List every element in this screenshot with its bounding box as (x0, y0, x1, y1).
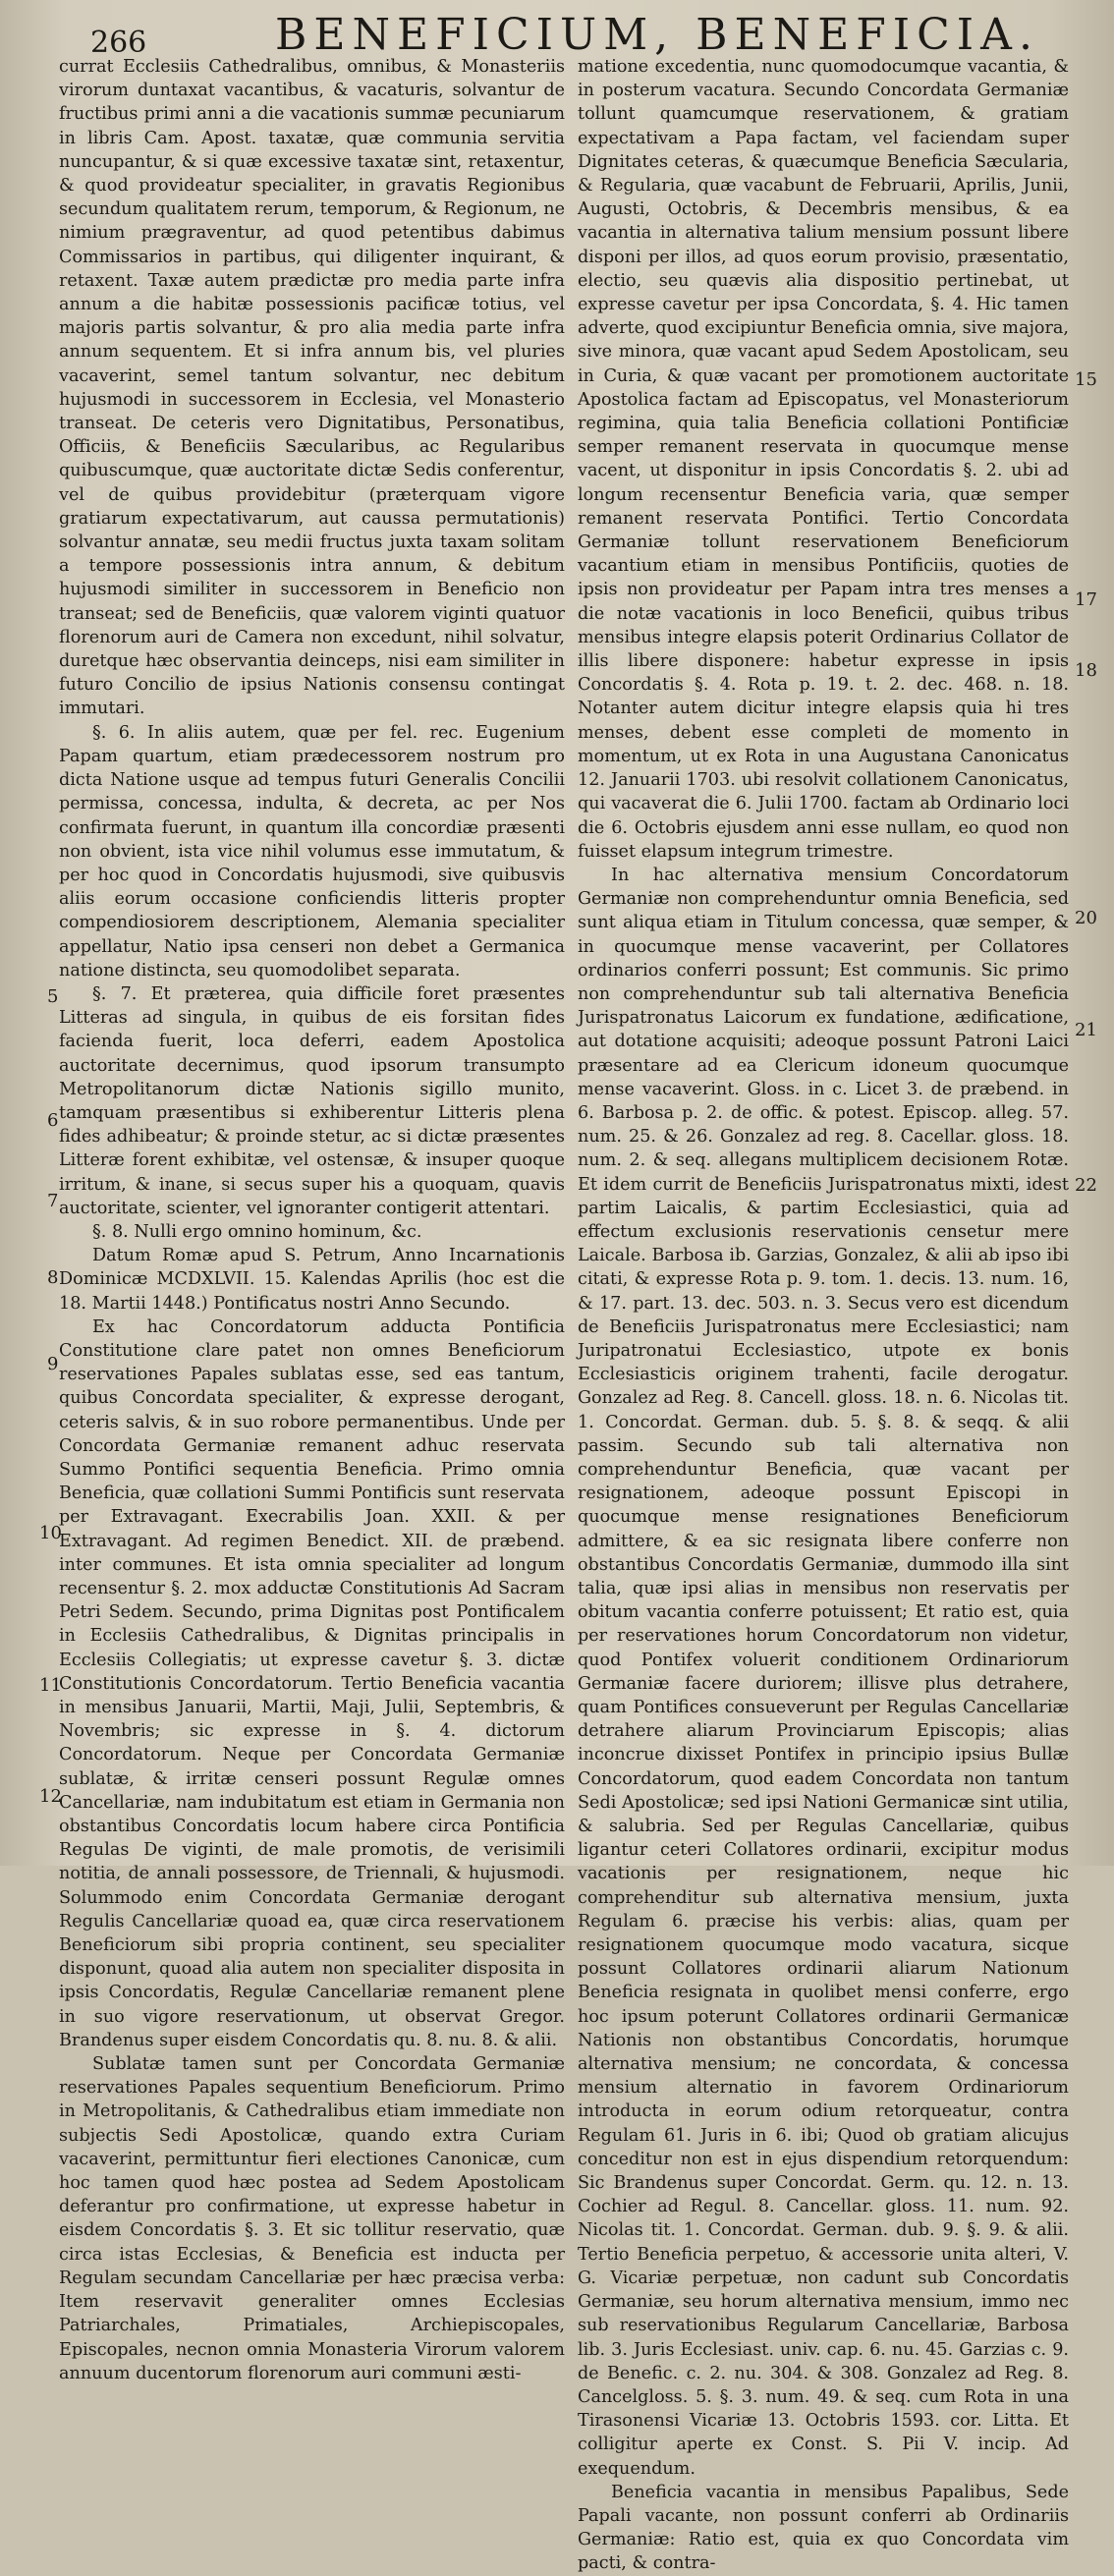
running-title: BENEFICIUM, BENEFICIA. (275, 10, 1039, 60)
margin-number: 11 (39, 1675, 62, 1696)
paragraph: currat Ecclesiis Cathedralibus, omnibus, & Monasteriis virorum duntaxat vacantibus, & vacaturis, solvantur de fructibus primi anni a die vacationis summæ pecuniarum in libris Cam. Apost. taxatæ, quæ communia servitia nuncupantur, & si quæ excessive taxatæ sint, retaxentur, & quod provideatur specialiter, in gravatis Regionibus secundum qualitatem rerum, temporum, & Regionum, ne nimium prægraventur, ad quod petentibus dabimus Commissarios in partibus, qui diligenter inquirant, & retaxent. Taxæ autem prædictæ pro media parte infra annum a die habitæ possessionis pacificæ totius, vel majoris partis solvantur, & pro alia media parte infra annum sequentem. Et si infra annum bis, vel pluries vacaverint, semel tantum solvantur, nec debitum hujusmodi in successorem in Ecclesia, vel Monasterio transeat. De ceteris vero Dignitatibus, Personatibus, Officiis, & Beneficiis Sæcularibus, ac Regularibus quibuscumque, quæ auctoritate dictæ Sedis conferentur, vel de quibus providebitur (præterquam vigore gratiarum expectativarum, aut caussa permutationis) solvantur annatæ, seu medii fructus juxta taxam solitam a tempore possessionis intra annum, & debitum hujusmodi similiter in successorem in Beneficio non transeat; sed de Beneficiis, quæ valorem viginti quatuor florenorum auri de Camera non excedunt, nihil solvatur, duretque hæc observantia deinceps, nisi eam similiter in futuro Concilio de ipsius Nationis consensu contingat immutari. (59, 57, 565, 719)
margin-number: 22 (1075, 1175, 1097, 1196)
left-column (59, 55, 565, 2383)
paragraph: §. 6. In aliis autem, quæ per fel. rec. Eugenium Papam quartum, etiam prædecessorem nostrum pro dicta Natione usque ad tempus futuri Generalis Concilii permissa, concessa, indulta, & decreta, ac per Nos confirmata fuerunt, in quantum illa concordiæ præsenti non obvient, ista vice nihil volumus esse immutatum, & per hoc quod in Concordatis hujusmodi, sive quibusvis aliis eorum occasione conficiendis litteris propter compendiosiorem descriptionem, Alemania specialiter appellatur, Natio ipsa censeri non debet a Germanica natione distincta, seu quomodolibet separata. (59, 722, 565, 980)
paragraph: In hac alternativa mensium Concordatorum Germaniæ non comprehenduntur omnia Beneficia, sed sunt aliqua etiam in Titulum concessa, quæ semper, & in quocumque mense vacaverint, per Collatores ordinarios conferri possunt; Est communis. Sic primo non comprehenduntur sub tali alternativa Beneficia Jurispatronatus Laicorum ex fundatione, ædificatione, aut dotatione acquisiti; adeoque possunt Patroni Laici præsentare ad ea Clericum idoneum quocumque mense vacaverint. Gloss. in c. Licet 3. de præbend. in 6. Barbosa p. 2. de offic. & potest. Episcop. alleg. 57. num. 25. & 26. Gonzalez ad reg. 8. Cacellar. gloss. 18. num. 2. & seq. allegans multiplicem decisionem Rotæ. Et idem currit de Beneficiis Jurispatronatus mixti, idest partim Laicalis, & partim Ecclesiastici, quia ad effectum exclusionis reservationis censetur mere Laicale. Barbosa ib. Garzias, Gonzalez, & alii ab ipso ibi citati, & expresse Rota p. 9. tom. 1. decis. 13. num. 16, & 17. part. 13. dec. 503. n. 3. Secus vero est dicendum de Beneficiis Jurispatronatus mere Ecclesiastici; nam Juripatronatui Ecclesiastico, utpote ex bonis Ecclesiasticis originem trahenti, facile derogatur. Gonzalez ad Reg. 8. Cancell. gloss. 18. n. 6. Nicolas tit. 1. Concordat. German. dub. 5. §. 8. & seqq. & alii passim. Secundo sub tali alternativa non comprehenduntur Beneficia, quæ vacant per resignationem, adeoque possunt Episcopi in quocumque mense resignationes Beneficiorum admittere, & ea sic resignata libere conferre non obstantibus Concordatis Germaniæ, dummodo illa sint talia, quæ ipsi alias in mensibus non reservatis per obitum vacantia conferre potuissent; Et ratio est, quia per reservationes horum Concordatorum non videtur, quod Pontifex voluerit conditionem Ordinariorum Germaniæ facere duriorem; illisve plus detrahere, quam Pontifices consueverunt per Regulas Cancellariæ detrahere aliarum Provinciarum Episcopis; alias inconcrue dixisset Pontifex in principio ipsius Bullæ Concordatorum, quod eadem Concordata non tantum Sedi Apostolicæ; sed ipsi Nationi Germanicæ sint utilia, & salubria. Sed per Regulas Cancellariæ, quibus ligantur ceteri Collatores ordinarii, excipitur modus vacationis per resignationem, neque hic comprehenditur sub alternativa mensium, juxta Regulam 6. præcise his verbis: alias, quam per resignationem quocumque modo vacatura, sicque possunt Collatores ordinarii aliarum Nationum Beneficia resignata in quolibet mensi conferre, ergo hoc ipsum poterunt Collatores ordinarii Germanicæ Nationis non obstantibus Concordatis, horumque alternativa mensium; ne concordata, & concessa mensium alternatio in favorem Ordinariorum introducta in eorum odium retorqueatur, contra Regulam 61. Juris in 6. ibi; Quod ob gratiam alicujus conceditur non est in ejus dispendium retorquendum: Sic Brandenus super Concordat. Germ. qu. 12. n. 13. Cochier ad Regul. 8. Cancellar. gloss. 11. num. 92. Nicolas tit. 1. Concordat. German. dub. 9. §. 9. & alii. Tertio Beneficia perpetuo, & accessorie unita alteri, V. G. Vicariæ perpetuæ, non cadunt sub Concordatis Germaniæ, seu horum alternativa mensium, immo nec sub reservationibus Regularum Cancellariæ, Barbosa lib. 3. Juris Ecclesiast. univ. cap. 6. nu. 45. Garzias c. 9. de Benefic. c. 2. nu. 304. & 308. Gonzalez ad Reg. 8. Cancelgloss. 5. §. 3. num. 49. & seq. cum Rota in una Tirasonensi Vicariæ 13. Octobris 1593. cor. Litta. Et colligitur aperte ex Const. S. Pii V. incip. Ad exequendum. (578, 865, 1069, 2479)
margin-number: 15 (1075, 369, 1097, 390)
margin-number: 9 (47, 1354, 59, 1374)
right-column (578, 55, 1069, 2574)
margin-number: 21 (1075, 1020, 1097, 1040)
margin-number: 20 (1075, 908, 1097, 928)
paragraph: §. 7. Et præterea, quia difficile foret præsentes Litteras ad singula, in quibus de eis forsitan fides facienda fuerit, loca deferri, eadem Apostolica auctoritate decernimus, quod ipsorum transumpto Metropolitanorum dictæ Nationis sigillo munito, tamquam præsentibus si exhiberentur Litteris plena fides adhibeatur; & proinde stetur, ac si dictæ præsentes Litteræ forent exhibitæ, vel ostensæ, & insuper quoque irritum, & inane, si secus super his a quoquam, quavis auctoritate, scienter, vel ignoranter contigerit attentari. (59, 983, 565, 1218)
margin-number: 10 (39, 1523, 62, 1543)
margin-number: 6 (47, 1110, 59, 1131)
paragraph: Datum Romæ apud S. Petrum, Anno Incarnationis Dominicæ MCDXLVII. 15. Kalendas Aprilis (hoc est die 18. Martii 1448.) Pontificatus nostri Anno Secundo. (59, 1246, 565, 1314)
paragraph: Beneficia vacantia in mensibus Papalibus, Sede Papali vacante, non possunt conferri ab Ordinariis Germaniæ: Ratio est, quia ex quo Concordata vim pacti, & contra- (578, 2482, 1069, 2574)
paragraph: matione excedentia, nunc quomodocumque vacantia, & in posterum vacatura. Secundo Concordata Germaniæ tollunt quamcumque reservationem, & gratiam expectativam a Papa factam, vel faciendam super Dignitates ceteras, & quæcumque Beneficia Sæcularia, & Regularia, quæ vacabunt de Februarii, Aprilis, Junii, Augusti, Octobris, & Decembris mensibus, & ea vacantia in alternativa talium mensium possunt libere disponi per illos, ad quos eorum provisio, præsentatio, electio, seu quævis alia dispositio pertinebat, ut expresse cavetur per ipsa Concordata, §. 4. Hic tamen adverte, quod excipiuntur Beneficia omnia, sive majora, sive minora, quæ vacant apud Sedem Apostolicam, seu in Curia, & quæ vacant per promotionem auctoritate Apostolica factam ad Episcopatus, vel Monasteriorum regimina, quia talia Beneficia collationi Pontificiæ semper remanent reservata in quocumque mense vacent, ut disponitur in ipsis Concordatis §. 2. ubi ad longum recensentur Beneficia varia, quæ semper remanent reservata Pontifici. Tertio Concordata Germaniæ tollunt reservationem Beneficiorum vacantium etiam in mensibus Pontificiis, quoties de ipsis non provideatur per Papam intra tres menses a die notæ vacationis in loco Beneficii, quibus tribus mensibus integre elapsis poterit Ordinarius Collator de illis libere disponere: habetur expresse in ipsis Concordatis §. 4. Rota p. 19. t. 2. dec. 468. n. 18. Notanter autem dicitur integre elapsis quia hi tres menses, debent esse completi de momento in momentum, ut ex Rota in una Augustana Canonicatus 12. Januarii 1703. ubi resolvit collationem Canonicatus, qui vacaverat die 6. Julii 1700. factam ab Ordinario loci die 6. Octobris ejusdem anni esse nullam, eo quod non fuisset elapsum integrum trimestre. (578, 57, 1069, 862)
paragraph: §. 8. Nulli ergo omnino hominum, &c. (92, 1221, 422, 1242)
paragraph: Ex hac Concordatorum adducta Pontificia Constitutione clare patet non omnes Beneficiorum reservationes Papales sublatas esse, sed eas tantum, quibus Concordata specialiter, & expresse derogant, ceteris salvis, & in suo robore permanentibus. Unde per Concordata Germaniæ remanent adhuc reservata Summo Pontifici sequentia Beneficia. Primo omnia Beneficia, quæ collationi Summi Pontificis sunt reservata per Extravagant. Execrabilis Joan. XXII. & per Extravagant. Ad regimen Benedict. XII. de præbend. inter communes. Et ista omnia specialiter ad longum recensentur §. 2. mox adductæ Constitutionis Ad Sacram Petri Sedem. Secundo, prima Dignitas post Pontificalem in Ecclesiis Cathedralibus, & Dignitas principalis in Ecclesiis Collegiatis; ut expresse cavetur §. 3. dictæ Constitutionis Concordatorum. Tertio Beneficia vacantia in mensibus Januarii, Martii, Maji, Julii, Septembris, & Novembris; sic expresse in §. 4. dictorum Concordatorum. Neque per Concordata Germaniæ sublatæ, & irritæ censeri possunt Regulæ omnes Cancellariæ, nam indubitatum est etiam in Germania non obstantibus Concordatis locum habere circa Pontificia Regulas De viginti, de male promotis, de verisimili notitia, de annali possessore, de Triennali, & hujusmodi. Solummodo enim Concordata Germaniæ derogant Regulis Cancellariæ quoad ea, quæ circa reservationem Beneficiorum sibi propria continent, seu specialiter disponunt, quoad alia autem non specialiter disposita in ipsis Concordatis, Regulæ Cancellariæ remanent plene in suo vigore reservationum, ut observat Gregor. Brandenus super eisdem Concordatis qu. 8. nu. 8. & alii. (59, 1316, 565, 2050)
margin-number: 5 (47, 986, 59, 1007)
margin-number: 7 (47, 1191, 59, 1211)
margin-number: 8 (47, 1267, 59, 1288)
margin-number: 18 (1075, 660, 1097, 681)
margin-number: 12 (39, 1786, 62, 1807)
paragraph: Sublatæ tamen sunt per Concordata Germaniæ reservationes Papales sequentium Beneficiorum. Primo in Metropolitanis, & Cathedralibus etiam immediate non subjectis Sedi Apostolicæ, quando extra Curiam vacaverint, permittuntur fieri electiones Canonicæ, cum hoc tamen quod hæc postea ad Sedem Apostolicam deferantur pro confirmatione, ut expresse habetur in eisdem Concordatis §. 3. Et sic tollitur reservatio, quæ circa istas Ecclesias, & Beneficia est inducta per Regulam secundam Cancellariæ per hæc præcisa verba: Item reservavit generaliter omnes Ecclesias Patriarchales, Primatiales, Archiepiscopales, Episcopales, necnon omnia Monasteria Virorum valorem annuum ducentorum florenorum auri communi æsti- (59, 2054, 565, 2383)
margin-number: 17 (1075, 589, 1097, 610)
page-number: 266 (90, 26, 147, 60)
